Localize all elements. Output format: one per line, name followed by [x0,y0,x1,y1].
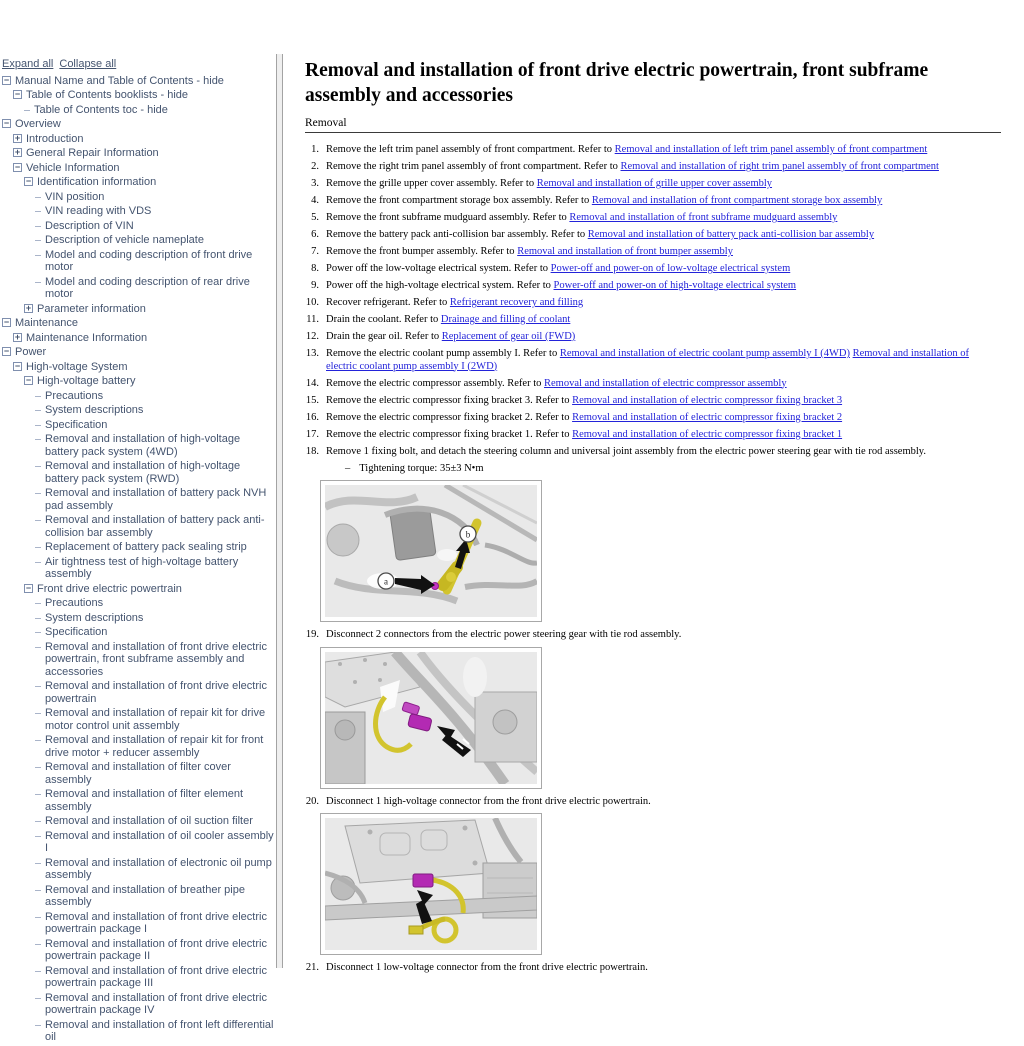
tree-item-label[interactable]: Removal and installation of front drive electric powertrain [45,680,267,705]
tree-item-label[interactable]: Front drive electric powertrain [37,582,182,595]
tree-item[interactable] [2,433,274,458]
tree-item-label[interactable]: Removal and installation of front drive electric powertrain package III [45,964,267,989]
tree-item-label[interactable]: Removal and installation of front drive electric powertrain package IV [45,991,267,1016]
reference-link[interactable]: Power-off and power-on of low-voltage electrical system [550,263,791,274]
tree-item-label[interactable]: Removal and installation of high-voltage battery pack system (RWD) [45,460,241,485]
reference-link[interactable]: Removal and installation of electric compressor fixing bracket 3 [572,394,843,406]
tree-leaf-tick [35,226,41,227]
step-text: Remove the front compartment storage box assembly. Refer to Removal and installation of front compartment storage box assembly [326,195,883,206]
tree-item-label[interactable]: Maintenance Information [26,331,148,344]
tree-item[interactable] [2,317,274,330]
step-number: 15. [305,394,319,406]
tree-item-label[interactable]: Parameter information [37,302,146,315]
callout-a-label: a [384,576,388,587]
tree-item-label[interactable]: System descriptions [45,404,144,416]
tree-item[interactable] [2,332,274,345]
step-text: Remove the electric coolant pump assembly I. Refer to Removal and installation of electric coolant pump assembly I (4WD) Removal and installation of electric coolant pump assembly I (2WD) [326,348,969,372]
tree-item-label[interactable]: General Repair Information [26,147,159,159]
tree-item[interactable] [2,303,274,316]
figure-hv-connector [320,813,542,955]
tree-item[interactable] [2,815,274,828]
step-number: 11. [306,314,319,325]
tree-item-label[interactable]: Power [15,346,47,358]
tree-item-label[interactable]: VIN position [45,190,105,203]
torque-note-text: Tightening torque: 35±3 N•m [359,462,484,474]
step-number: 17. [305,428,319,440]
tree-leaf-tick [35,410,41,411]
reference-link[interactable]: Removal and installation of right trim panel assembly of front compartment [620,161,939,172]
tree-leaf-tick [35,425,41,426]
reference-link[interactable]: Removal and installation of front subframe mudguard assembly [569,212,838,223]
tree-plus-box-icon[interactable] [13,134,22,143]
tree-item[interactable] [2,1019,274,1044]
tree-item-label[interactable]: Table of Contents toc - hide [34,103,168,116]
tree-plus-box-icon[interactable] [13,148,22,157]
tree-item-label[interactable]: Air tightness test of high-voltage battery assembly [45,555,239,580]
tree-item[interactable] [2,857,274,882]
step-text: Remove the electric compressor fixing bracket 2. Refer to Removal and installation of electric compressor fixing bracket 2 [326,411,843,423]
step-text: Remove the battery pack anti-collision bar assembly. Refer to Removal and installation of battery pack anti-collision bar assembly [326,229,875,240]
tree-item[interactable] [2,176,274,189]
toc-sidebar [2,58,274,1046]
step-row [305,314,1001,327]
document-pane [305,58,1001,979]
step-row [305,246,1001,259]
step-text: Remove the front subframe mudguard assembly. Refer to Removal and installation of front subframe mudguard assembly [326,212,838,223]
tree-leaf-tick [35,647,41,648]
step-row [305,348,1001,373]
tree-item[interactable] [2,234,274,247]
step-number: 9. [311,280,319,291]
tree-leaf-tick [35,632,41,633]
step-number: 20. [305,795,319,807]
tree-leaf-tick [35,686,41,687]
tree-item-label[interactable]: Removal and installation of repair kit for front drive motor + reducer assembly [45,734,264,759]
reference-link[interactable]: Removal and installation of left trim panel assembly of front compartment [614,144,928,155]
step-row [305,395,1001,408]
step-number: 6. [311,229,319,240]
tree-leaf-tick [35,240,41,241]
tree-item[interactable] [2,220,274,233]
step-text: Drain the gear oil. Refer to Replacement of gear oil (FWD) [326,331,576,342]
tree-item[interactable] [2,361,274,374]
step-row [305,796,1001,809]
tree-item-label[interactable]: Maintenance [15,317,78,329]
reservoir-block [390,507,436,560]
step-number: 18. [305,445,319,457]
tree-minus-box-icon[interactable] [13,90,22,99]
tree-item[interactable] [2,680,274,705]
step-text: Recover refrigerant. Refer to Refrigerant recovery and filling [326,297,584,308]
tree-item[interactable] [2,375,274,388]
step-number: 8. [311,263,319,274]
tree-leaf-tick [35,794,41,795]
step-text: Remove the left trim panel assembly of front compartment. Refer to Removal and installation of left trim panel assembly of front compartment [326,144,928,155]
tree-leaf-tick [35,562,41,563]
step-row [305,178,1001,191]
reference-link[interactable]: Removal and installation of electric coolant pump assembly I (2WD) [326,348,969,372]
step-row [305,212,1001,225]
tree [2,75,274,1044]
section-rule [305,132,1001,133]
figure-steering-column [320,480,542,622]
tree-leaf-tick [35,255,41,256]
tree-item[interactable] [2,965,274,990]
tree-item[interactable] [2,133,274,146]
step-number: 5. [311,212,319,223]
tree-leaf-tick [35,520,41,521]
tree-item[interactable] [2,938,274,963]
step-text: Remove the front bumper assembly. Refer to Removal and installation of front bumper assembly [326,246,733,257]
reference-link[interactable]: Removal and installation of front bumper assembly [517,246,733,257]
tree-item-label[interactable]: Vehicle Information [26,161,120,174]
tree-leaf-tick [35,998,41,999]
tree-item-label[interactable]: Removal and installation of breather pipe assembly [45,883,245,908]
tree-leaf-tick [35,863,41,864]
step-text: Disconnect 1 low-voltage connector from the front drive electric powertrain. [326,962,648,973]
tree-item[interactable] [2,346,274,359]
step-row [305,429,1001,442]
tree-minus-box-icon[interactable] [24,584,33,593]
tree-item[interactable] [2,556,274,581]
reference-link[interactable]: Removal and installation of electric compressor fixing bracket 2 [572,411,843,423]
tree-leaf-tick [35,547,41,548]
step-text: Remove the electric compressor fixing bracket 3. Refer to Removal and installation of electric compressor fixing bracket 3 [326,394,843,406]
tree-item-label[interactable]: Specification [45,418,108,431]
tree-item-label[interactable]: Removal and installation of filter cover assembly [45,761,231,786]
tree-item-label[interactable]: Removal and installation of battery pack NVH pad assembly [45,487,267,512]
tree-item-label[interactable]: Replacement of battery pack sealing strip [45,541,247,553]
tree-minus-box-icon[interactable] [13,362,22,371]
tree-item-label[interactable]: Removal and installation of front drive electric powertrain package II [45,937,267,962]
hv-connector-highlight [413,874,433,887]
tree-item[interactable] [2,118,274,131]
dash-bullet: – [345,462,351,474]
tree-item-label[interactable]: Removal and installation of electronic oil pump assembly [45,856,272,881]
reference-link[interactable]: Drainage and filling of coolant [440,314,571,325]
tree-item[interactable] [2,419,274,432]
tree-item-label[interactable]: Precautions [45,389,104,402]
tree-item-label[interactable]: Identification information [37,176,157,188]
tree-item-label[interactable]: Removal and installation of high-voltage battery pack system (4WD) [45,433,241,458]
step-number: 14. [305,377,319,389]
step-text: Power off the low-voltage electrical system. Refer to Power-off and power-on of low-voltage electrical system [326,263,791,274]
step-number: 21. [305,962,319,973]
reference-link[interactable]: Removal and installation of electric compressor fixing bracket 1 [572,428,843,440]
tree-item[interactable] [2,514,274,539]
page-title: Removal and installation of front drive electric powertrain, front subframe assembly and accessories [305,60,929,106]
step-row [305,629,1001,642]
torque-note [305,463,1001,476]
tree-leaf-tick [35,466,41,467]
tree-item-label[interactable]: Overview [15,118,61,130]
step-text: Remove the electric compressor assembly. Refer to Removal and installation of electric compressor assembly [326,377,787,389]
tree-item[interactable] [2,390,274,403]
reference-link[interactable]: Removal and installation of battery pack anti-collision bar assembly [587,229,875,240]
tree-minus-box-icon[interactable] [13,163,22,172]
tree-leaf-tick [35,917,41,918]
tree-item-label[interactable]: Specification [45,626,108,638]
tree-item[interactable] [2,541,274,554]
tree-item[interactable] [2,788,274,813]
tree-item-label[interactable]: High-voltage battery [37,375,136,387]
step-number: 16. [305,411,319,423]
collapse-all-link[interactable]: Collapse all [59,58,117,70]
tree-item[interactable] [2,707,274,732]
tree-leaf-tick [35,439,41,440]
tree-item[interactable] [2,147,274,160]
tree-leaf-tick [35,1025,41,1026]
tree-item[interactable] [2,761,274,786]
frame-divider-scrollbar[interactable] [276,54,283,968]
tree-item-label[interactable]: Removal and installation of filter element assembly [45,788,244,813]
tree-minus-box-icon[interactable] [2,76,11,85]
step-text: Remove the right trim panel assembly of front compartment. Refer to Removal and installation of right trim panel assembly of front compartment [326,161,939,172]
step-number: 4. [311,195,319,206]
tree-item-label[interactable]: Precautions [45,597,104,609]
step-row [305,280,1001,293]
step-number: 1. [311,144,319,155]
tree-plus-box-icon[interactable] [13,333,22,342]
step-row [305,263,1001,276]
callout-b-label: b [465,529,471,540]
tree-item-label[interactable]: Description of VIN [45,219,134,232]
step-text: Power off the high-voltage electrical system. Refer to Power-off and power-on of high-voltage electrical system [326,280,797,291]
tree-item-label[interactable]: Manual Name and Table of Contents - hide [15,74,224,87]
tree-leaf-tick [35,713,41,714]
tree-leaf-tick [35,396,41,397]
tree-item-label[interactable]: Introduction [26,132,84,145]
tree-minus-box-icon[interactable] [2,119,11,128]
reference-link[interactable]: Refrigerant recovery and filling [449,297,584,308]
tree-leaf-tick [35,836,41,837]
tree-item-label[interactable]: Table of Contents booklists - hide [26,89,189,101]
tree-leaf-tick [35,767,41,768]
tree-leaf-tick [35,944,41,945]
tree-item[interactable] [2,249,274,274]
tree-leaf-tick [24,110,30,111]
tree-leaf-tick [35,493,41,494]
reference-link[interactable]: Removal and installation of front compartment storage box assembly [591,195,883,206]
tree-item-label[interactable]: Removal and installation of repair kit for drive motor control unit assembly [45,707,266,732]
tree-item-label[interactable]: Removal and installation of oil suction filter [45,815,253,827]
step-row [305,378,1001,391]
reference-link[interactable]: Removal and installation of electric compressor assembly [544,377,787,389]
step-text: Disconnect 1 high-voltage connector from the front drive electric powertrain. [326,795,651,807]
expand-all-link[interactable]: Expand all [2,58,54,70]
step-text: Disconnect 2 connectors from the electric power steering gear with tie rod assembly. [326,629,682,640]
step-row [305,297,1001,310]
tree-item[interactable] [2,884,274,909]
reference-link[interactable]: Removal and installation of electric coolant pump assembly I (4WD) [559,348,850,359]
tree-item-label[interactable]: Description of vehicle nameplate [45,234,204,246]
tree-leaf-tick [35,890,41,891]
reference-link[interactable]: Removal and installation of grille upper cover assembly [536,178,773,189]
tree-item[interactable] [2,641,274,679]
steps-list [305,144,1001,975]
tree-item[interactable] [2,911,274,936]
tree-item[interactable] [2,626,274,639]
section-heading: Removal [305,117,347,129]
tree-item[interactable] [2,612,274,625]
tree-plus-box-icon[interactable] [24,304,33,313]
step-row [305,446,1001,459]
tree-leaf-tick [35,740,41,741]
step-row [305,161,1001,174]
tree-minus-box-icon[interactable] [24,177,33,186]
tree-item[interactable] [2,583,274,596]
step-text: Remove the grille upper cover assembly. Refer to Removal and installation of grille upper cover assembly [326,178,773,189]
step-text: Drain the coolant. Refer to Drainage and filling of coolant [326,314,571,325]
tree-item[interactable] [2,205,274,218]
tree-item[interactable] [2,992,274,1017]
tree-leaf-tick [35,603,41,604]
tree-item-label[interactable]: Removal and installation of oil cooler assembly I [45,829,274,854]
tree-item-label[interactable]: Removal and installation of front drive electric powertrain package I [45,910,267,935]
tree-leaf-tick [35,618,41,619]
tree-item[interactable] [2,487,274,512]
step-number: 12. [305,331,319,342]
tree-leaf-tick [35,821,41,822]
tree-controls [2,58,274,71]
step-row [305,331,1001,344]
tree-item[interactable] [2,191,274,204]
tree-item[interactable] [2,597,274,610]
figure-steering-gear-connectors [320,647,542,789]
tree-leaf-tick [35,971,41,972]
tree-item[interactable] [2,734,274,759]
reference-link[interactable]: Replacement of gear oil (FWD) [441,331,576,342]
tree-item[interactable] [2,89,274,102]
tree-leaf-tick [35,197,41,198]
step-number: 13. [305,348,319,359]
step-number: 19. [305,629,319,640]
step-number: 7. [311,246,319,257]
step-number: 3. [311,178,319,189]
tree-item[interactable] [2,460,274,485]
tree-item-label[interactable]: Removal and installation of battery pack anti-collision bar assembly [45,514,265,539]
tree-item[interactable] [2,404,274,417]
tree-item-label[interactable]: System descriptions [45,611,144,624]
tree-leaf-tick [35,211,41,212]
step-row [305,412,1001,425]
step-number: 2. [311,161,319,172]
tree-item[interactable] [2,75,274,88]
tree-item[interactable] [2,830,274,855]
step-row [305,962,1001,975]
tree-item[interactable] [2,162,274,175]
step-number: 10. [305,297,319,308]
tree-item[interactable] [2,276,274,301]
tree-item-label[interactable]: VIN reading with VDS [45,205,152,217]
tree-minus-box-icon[interactable] [2,347,11,356]
tree-item-label[interactable]: Model and coding description of rear drive motor [45,275,250,300]
tree-item[interactable] [2,104,274,117]
tree-minus-box-icon[interactable] [2,318,11,327]
step-row [305,229,1001,242]
step-text: Remove 1 fixing bolt, and detach the steering column and universal joint assembly from the electric power steering gear with tie rod assembly. [326,445,926,457]
tree-leaf-tick [35,282,41,283]
step-text: Remove the electric compressor fixing bracket 1. Refer to Removal and installation of electric compressor fixing bracket 1 [326,428,843,440]
step-row [305,144,1001,157]
tree-item-label[interactable]: Model and coding description of front drive motor [45,248,253,273]
tree-minus-box-icon[interactable] [24,376,33,385]
step-row [305,195,1001,208]
reference-link[interactable]: Power-off and power-on of high-voltage electrical system [553,280,797,291]
tree-item-label[interactable]: Removal and installation of front drive electric powertrain, front subframe assembly and accessories [45,640,267,678]
tree-item-label[interactable]: Removal and installation of front left differential oil [45,1018,274,1043]
tree-item-label[interactable]: High-voltage System [26,360,128,373]
